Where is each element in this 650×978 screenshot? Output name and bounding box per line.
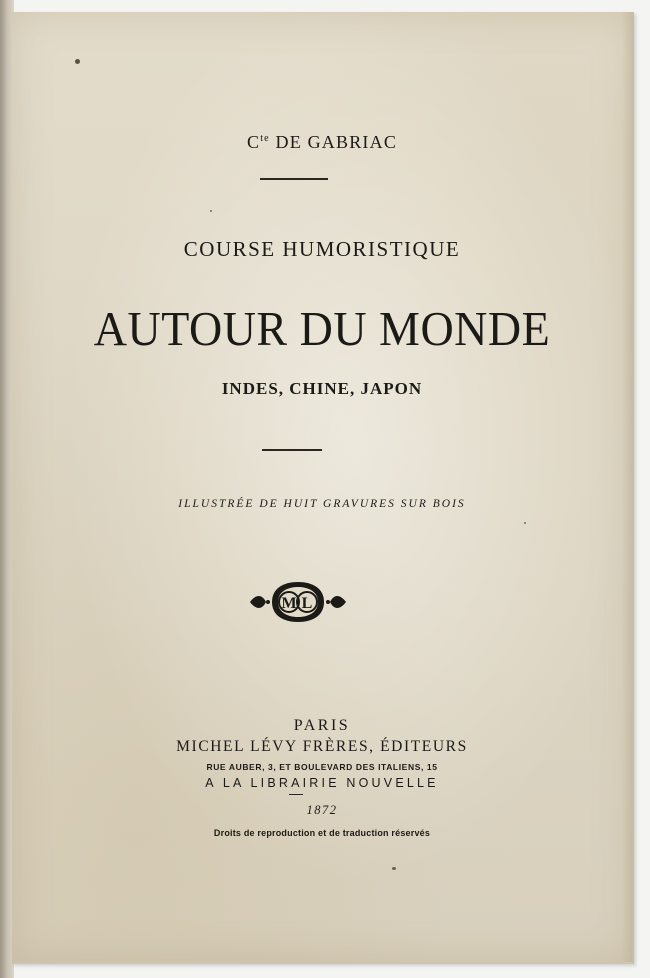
- imprint-city: PARIS: [293, 717, 351, 734]
- divider-rule: [260, 178, 328, 180]
- publisher-monogram-icon: [248, 580, 348, 624]
- author-prefix: C: [246, 132, 261, 152]
- main-title: AUTOUR DU MONDE: [93, 301, 551, 356]
- author-prefix-superscript: te: [260, 133, 270, 144]
- foxing-speck: [392, 867, 396, 870]
- foxing-speck: [75, 59, 80, 64]
- foxing-speck: [210, 210, 212, 212]
- illustration-note: ILLUSTRÉE DE HUIT GRAVURES SUR BOIS: [178, 498, 466, 510]
- monogram-glyph: L: [301, 595, 313, 612]
- divider-rule: [289, 794, 303, 795]
- imprint-address: RUE AUBER, 3, ET BOULEVARD DES ITALIENS, 15: [206, 762, 438, 772]
- series-title: COURSE HUMORISTIQUE: [183, 237, 461, 261]
- subtitle: INDES, CHINE, JAPON: [221, 379, 423, 398]
- author-name: DE GABRIAC: [275, 132, 398, 152]
- divider-rule: [262, 449, 322, 451]
- title-page: [12, 12, 634, 964]
- imprint-publisher: MICHEL LÉVY FRÈRES, ÉDITEURS: [176, 738, 468, 755]
- imprint-year: 1872: [306, 803, 338, 817]
- monogram-glyph: M: [281, 595, 297, 612]
- foxing-speck: [524, 522, 526, 524]
- author-line: [12, 132, 632, 153]
- page-edge: [622, 12, 632, 962]
- imprint-bookshop: A LA LIBRAIRIE NOUVELLE: [205, 776, 439, 790]
- imprint-rights: Droits de reproduction et de traduction réservés: [213, 828, 431, 838]
